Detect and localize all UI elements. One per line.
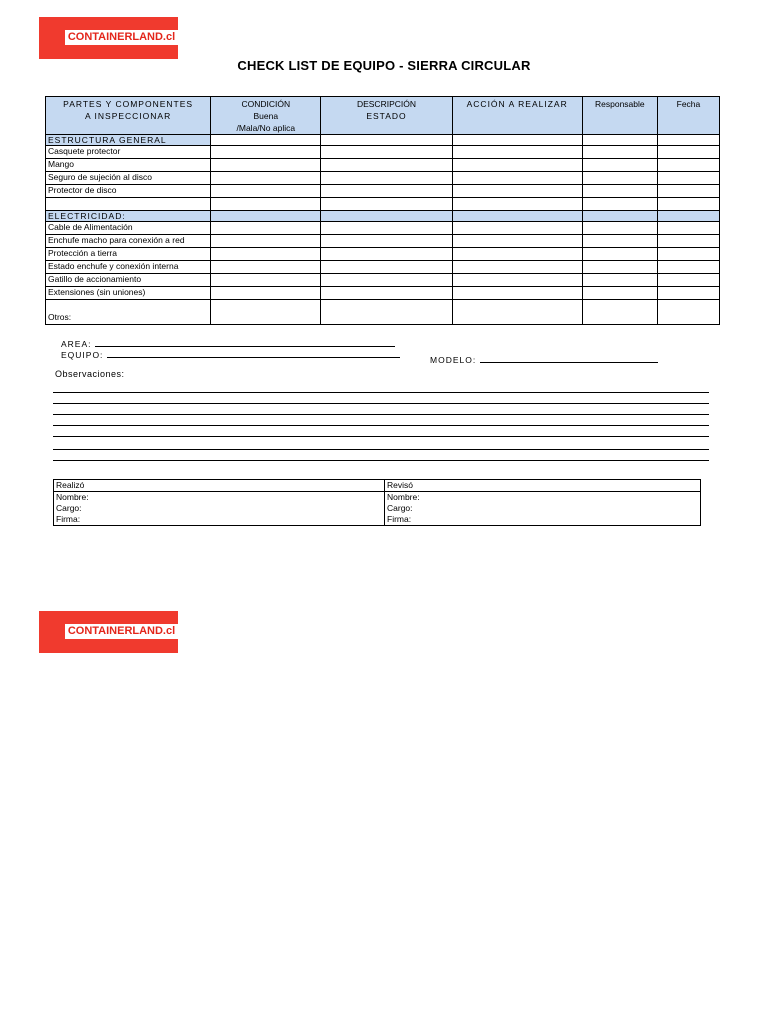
table-cell[interactable] xyxy=(211,261,321,274)
area-label: AREA: xyxy=(61,339,92,349)
observaciones-line[interactable] xyxy=(53,403,709,404)
table-cell xyxy=(452,211,582,222)
table-cell xyxy=(211,211,321,222)
table-cell xyxy=(321,211,452,222)
table-cell[interactable] xyxy=(321,146,452,159)
table-cell[interactable] xyxy=(211,135,321,146)
observaciones-line[interactable] xyxy=(53,425,709,426)
table-cell[interactable] xyxy=(657,159,719,172)
table-row xyxy=(46,287,720,300)
table-cell[interactable] xyxy=(211,159,321,172)
signature-row xyxy=(54,503,701,514)
header-descripcion xyxy=(321,97,452,135)
item-label xyxy=(46,198,211,211)
table-cell[interactable] xyxy=(452,235,582,248)
reviso-cargo-field[interactable]: Cargo: xyxy=(385,503,701,514)
observaciones-line[interactable] xyxy=(53,414,709,415)
header-partes xyxy=(46,97,211,135)
realizo-cargo-field[interactable]: Cargo: xyxy=(54,503,385,514)
area-input-line[interactable] xyxy=(95,338,395,347)
table-cell[interactable] xyxy=(211,198,321,211)
table-cell[interactable] xyxy=(452,300,582,325)
item-label: Cable de Alimentación xyxy=(46,222,211,235)
table-cell[interactable] xyxy=(321,274,452,287)
table-row xyxy=(46,222,720,235)
table-cell[interactable] xyxy=(321,185,452,198)
signature-table xyxy=(53,479,701,526)
company-logo xyxy=(39,17,178,59)
header-condicion-line2: Buena xyxy=(253,111,279,121)
realizo-firma-field[interactable]: Firma: xyxy=(54,514,385,526)
modelo-field[interactable] xyxy=(430,354,658,365)
table-cell[interactable] xyxy=(582,261,657,274)
observaciones-line[interactable] xyxy=(53,392,709,393)
table-row xyxy=(46,146,720,159)
section-label-electricidad: ELECTRICIDAD: xyxy=(46,211,211,222)
table-cell[interactable] xyxy=(452,185,582,198)
table-cell[interactable] xyxy=(657,300,719,325)
document-title: CHECK LIST DE EQUIPO - SIERRA CIRCULAR xyxy=(237,58,531,73)
table-cell[interactable] xyxy=(321,159,452,172)
table-cell[interactable] xyxy=(657,198,719,211)
signature-row xyxy=(54,492,701,504)
table-cell[interactable] xyxy=(452,172,582,185)
header-accion-label: ACCIÓN A REALIZAR xyxy=(466,99,568,109)
header-condicion-line1: CONDICIÓN xyxy=(241,99,291,109)
reviso-nombre-field[interactable]: Nombre: xyxy=(385,492,701,504)
header-descripcion-line2: ESTADO xyxy=(366,111,407,121)
table-cell[interactable] xyxy=(211,172,321,185)
logo-text: CONTAINERLAND.cl xyxy=(65,624,178,639)
table-row xyxy=(46,198,720,211)
equipo-label: EQUIPO: xyxy=(61,350,104,360)
item-label: Protección a tierra xyxy=(46,248,211,261)
table-cell[interactable] xyxy=(582,274,657,287)
table-row xyxy=(46,185,720,198)
observaciones-line[interactable] xyxy=(53,449,709,450)
table-cell[interactable] xyxy=(582,300,657,325)
table-cell[interactable] xyxy=(452,274,582,287)
table-cell[interactable] xyxy=(321,261,452,274)
item-label: Gatillo de accionamiento xyxy=(46,274,211,287)
item-label: Seguro de sujeción al disco xyxy=(46,172,211,185)
table-row xyxy=(46,235,720,248)
table-cell[interactable] xyxy=(452,159,582,172)
table-cell[interactable] xyxy=(582,185,657,198)
inspection-table xyxy=(45,96,720,325)
table-cell[interactable] xyxy=(321,198,452,211)
table-cell[interactable] xyxy=(321,300,452,325)
table-cell[interactable] xyxy=(582,159,657,172)
table-cell[interactable] xyxy=(211,248,321,261)
table-row xyxy=(46,261,720,274)
reviso-firma-field[interactable]: Firma: xyxy=(385,514,701,526)
table-cell[interactable] xyxy=(211,146,321,159)
signature-header-row xyxy=(54,480,701,492)
table-cell[interactable] xyxy=(582,146,657,159)
table-row-otros xyxy=(46,300,720,325)
item-label: Mango xyxy=(46,159,211,172)
table-cell[interactable] xyxy=(211,222,321,235)
table-cell[interactable] xyxy=(452,146,582,159)
table-cell[interactable] xyxy=(321,172,452,185)
reviso-label: Revisó xyxy=(385,480,701,492)
table-row xyxy=(46,248,720,261)
table-cell[interactable] xyxy=(452,261,582,274)
observaciones-line[interactable] xyxy=(53,460,709,461)
header-fecha-label: Fecha xyxy=(676,99,701,109)
table-cell[interactable] xyxy=(657,287,719,300)
header-partes-line2: A INSPECCIONAR xyxy=(84,111,172,121)
table-header-row xyxy=(46,97,720,135)
section-row-electricidad xyxy=(46,211,720,222)
table-cell[interactable] xyxy=(211,287,321,300)
table-cell[interactable] xyxy=(582,135,657,146)
area-field[interactable] xyxy=(61,338,395,349)
table-cell[interactable] xyxy=(321,222,452,235)
item-label: Enchufe macho para conexión a red xyxy=(46,235,211,248)
header-responsable xyxy=(582,97,657,135)
table-cell[interactable] xyxy=(657,248,719,261)
table-cell[interactable] xyxy=(452,248,582,261)
item-label: Estado enchufe y conexión interna xyxy=(46,261,211,274)
observaciones-label: Observaciones: xyxy=(55,369,125,379)
table-row xyxy=(46,274,720,287)
table-cell[interactable] xyxy=(211,300,321,325)
equipo-input-line[interactable] xyxy=(107,349,400,358)
header-descripcion-line1: DESCRIPCIÓN xyxy=(356,99,416,109)
logo-text: CONTAINERLAND.cl xyxy=(65,30,178,45)
equipo-field[interactable] xyxy=(61,349,400,360)
table-cell[interactable] xyxy=(321,135,452,146)
header-responsable-label: Responsable xyxy=(595,99,645,109)
realizo-label: Realizó xyxy=(54,480,385,492)
table-cell[interactable] xyxy=(211,235,321,248)
table-cell[interactable] xyxy=(657,274,719,287)
table-cell[interactable] xyxy=(211,274,321,287)
table-cell[interactable] xyxy=(452,222,582,235)
table-row xyxy=(46,172,720,185)
item-label: Protector de disco xyxy=(46,185,211,198)
header-condicion xyxy=(211,97,321,135)
item-label: Extensiones (sin uniones) xyxy=(46,287,211,300)
table-cell xyxy=(657,211,719,222)
table-cell[interactable] xyxy=(657,222,719,235)
table-cell[interactable] xyxy=(582,222,657,235)
table-cell[interactable] xyxy=(582,235,657,248)
table-cell[interactable] xyxy=(452,135,582,146)
modelo-input-line[interactable] xyxy=(480,354,658,363)
section-label-estructura: ESTRUCTURA GENERAL xyxy=(46,135,211,146)
table-cell[interactable] xyxy=(657,235,719,248)
table-cell[interactable] xyxy=(452,287,582,300)
table-cell[interactable] xyxy=(657,261,719,274)
modelo-label: MODELO: xyxy=(430,355,477,365)
table-cell[interactable] xyxy=(657,135,719,146)
table-cell[interactable] xyxy=(582,172,657,185)
table-cell[interactable] xyxy=(321,248,452,261)
table-row xyxy=(46,159,720,172)
section-row-estructura xyxy=(46,135,720,146)
header-condicion-line3: /Mala/No aplica xyxy=(236,123,296,133)
table-cell[interactable] xyxy=(321,235,452,248)
table-cell[interactable] xyxy=(657,185,719,198)
company-logo-footer xyxy=(39,611,178,653)
observaciones-line[interactable] xyxy=(53,436,709,437)
table-cell[interactable] xyxy=(321,287,452,300)
table-cell[interactable] xyxy=(582,198,657,211)
table-cell[interactable] xyxy=(582,248,657,261)
table-cell[interactable] xyxy=(452,198,582,211)
header-fecha xyxy=(657,97,719,135)
table-cell xyxy=(582,211,657,222)
item-label: Casquete protector xyxy=(46,146,211,159)
header-partes-line1: PARTES Y COMPONENTES xyxy=(63,99,194,109)
table-cell[interactable] xyxy=(211,185,321,198)
realizo-nombre-field[interactable]: Nombre: xyxy=(54,492,385,504)
signature-row xyxy=(54,514,701,526)
header-accion xyxy=(452,97,582,135)
table-cell[interactable] xyxy=(582,287,657,300)
item-label-otros: Otros: xyxy=(46,300,211,325)
table-cell[interactable] xyxy=(657,146,719,159)
table-cell[interactable] xyxy=(657,172,719,185)
